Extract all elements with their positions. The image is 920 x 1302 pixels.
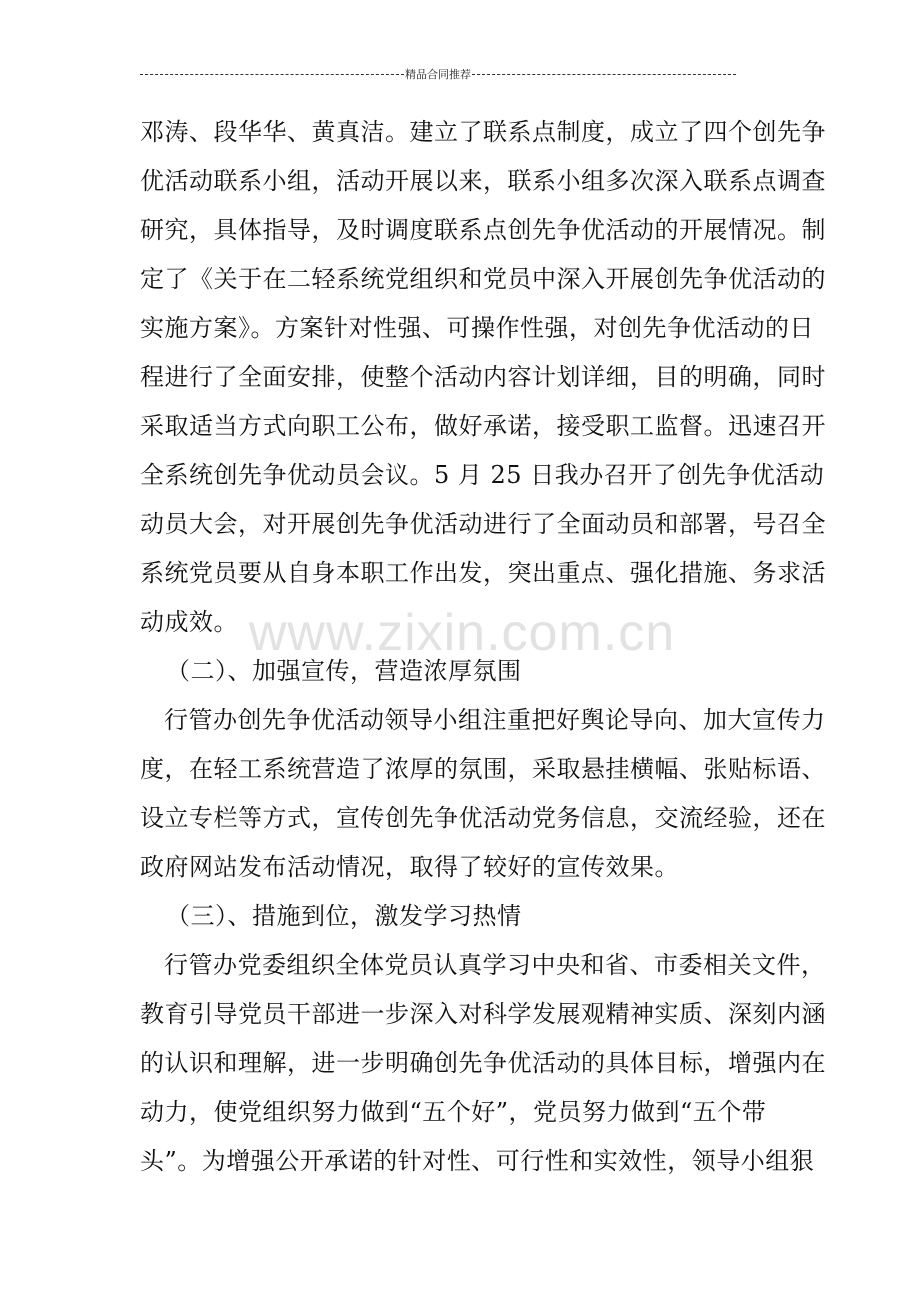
text-line: 动成效。	[140, 608, 238, 636]
text-line: 行管办创先争优活动领导小组注重把好舆论导向、加大宣传力	[164, 706, 826, 734]
section-heading: （三）、措施到位，激发学习热情	[166, 902, 522, 930]
text-line: 研究，具体指导，及时调度联系点创先争优活动的开展情况。制	[140, 216, 826, 244]
section-heading: （二）、加强宣传，营造浓厚氛围	[166, 657, 522, 685]
document-body	[140, 108, 826, 1186]
text-line: 政府网站发布活动情况，取得了较好的宣传效果。	[140, 853, 679, 881]
text-line: 优活动联系小组，活动开展以来，联系小组多次深入联系点调查	[140, 167, 826, 195]
text-line: 程进行了全面安排，使整个活动内容计划详细，目的明确，同时	[140, 363, 826, 391]
text-line: 全系统创先争优动员会议。5 月 25 日我办召开了创先争优活动	[140, 461, 825, 489]
text-line: 动力，使党组织努力做到“五个好”，党员努力做到“五个带	[140, 1098, 767, 1126]
header-dash-left	[140, 74, 404, 75]
text-line: 行管办党委组织全体党员认真学习中央和省、市委相关文件，	[164, 951, 826, 979]
text-line: 度，在轻工系统营造了浓厚的氛围，采取悬挂横幅、张贴标语、	[140, 755, 826, 783]
text-line: 头”。为增强公开承诺的针对性、可行性和实效性，领导小组狠	[140, 1147, 815, 1175]
text-line: 设立专栏等方式，宣传创先争优活动党务信息，交流经验，还在	[140, 804, 826, 832]
page-header	[140, 64, 736, 84]
text-line: 邓涛、段华华、黄真洁。建立了联系点制度，成立了四个创先争	[140, 118, 826, 146]
text-line: 采取适当方式向职工公布，做好承诺，接受职工监督。迅速召开	[140, 412, 826, 440]
text-line: 定了《关于在二轻系统党组织和党员中深入开展创先争优活动的	[140, 265, 826, 293]
text-line: 系统党员要从自身本职工作出发，突出重点、强化措施、务求活	[140, 559, 826, 587]
text-line: 实施方案》。方案针对性强、可操作性强，对创先争优活动的日	[140, 314, 814, 342]
header-title: 精品合同推荐	[405, 69, 471, 81]
text-line: 的认识和理解，进一步明确创先争优活动的具体目标，增强内在	[140, 1049, 826, 1077]
watermark: www.zixin.com.cn	[248, 604, 676, 662]
header-dash-right	[472, 74, 736, 75]
text-line: 教育引导党员干部进一步深入对科学发展观精神实质、深刻内涵	[140, 1000, 826, 1028]
text-line: 动员大会，对开展创先争优活动进行了全面动员和部署，号召全	[140, 510, 826, 538]
